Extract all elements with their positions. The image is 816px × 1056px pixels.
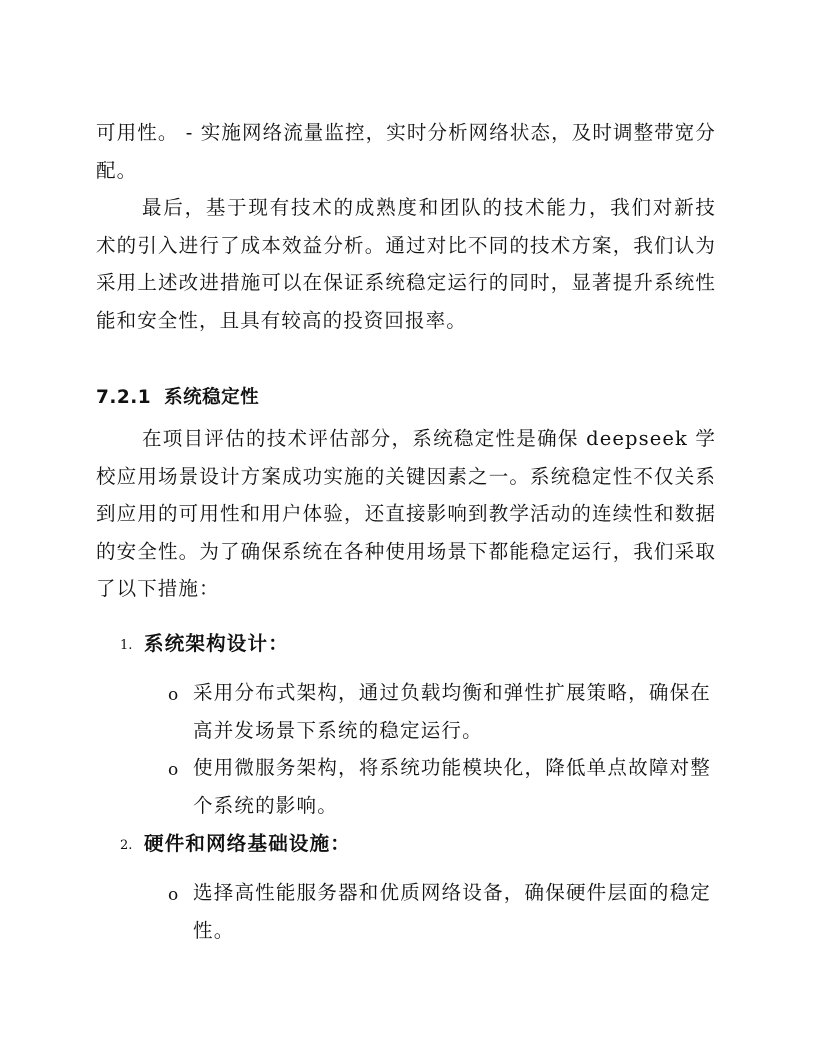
list-bullet-hardware: 选择高性能服务器和优质网络设备，确保硬件层面的稳定性。 — [193, 881, 711, 942]
section-heading — [96, 386, 259, 410]
section-title: 系统稳定性 — [164, 387, 260, 408]
list-bullet-microservices: 使用微服务架构，将系统功能模块化，降低单点故障对整个系统的影响。 — [193, 756, 711, 817]
section-number: 7.2.1 — [96, 387, 152, 408]
list-bullet-distributed: 采用分布式架构，通过负载均衡和弹性扩展策略，确保在高并发场景下系统的稳定运行。 — [193, 681, 711, 742]
bullet-marker: o — [168, 760, 179, 780]
list-number-1: 1. — [120, 638, 133, 653]
paragraph-cost-benefit: 最后，基于现有技术的成熟度和团队的技术能力，我们对新技术的引入进行了成本效益分析。通过对比不同的技术方案，我们认为采用上述改进措施可以在保证系统稳定运行的同时，显著提升系统性能和安全性，且具有较高的投资回报率。 — [96, 196, 716, 332]
list-number-2: 2. — [120, 838, 133, 853]
paragraph-continued: 可用性。 - 实施网络流量监控，实时分析网络状态，及时调整带宽分配。 — [96, 121, 716, 182]
list-item-architecture-title: 系统架构设计： — [144, 632, 289, 655]
bullet-marker: o — [168, 685, 179, 705]
list-item-infrastructure-title: 硬件和网络基础设施： — [144, 832, 352, 855]
paragraph-stability-intro: 在项目评估的技术评估部分，系统稳定性是确保 deepseek 学校应用场景设计方案成功实施的关键因素之一。系统稳定性不仅关系到应用的可用性和用户体验，还直接影响到教学活动的连续性和数据的安全性。为了确保系统在各种使用场景下都能稳定运行，我们采取了以下措施： — [96, 427, 716, 600]
bullet-marker: o — [168, 885, 179, 905]
